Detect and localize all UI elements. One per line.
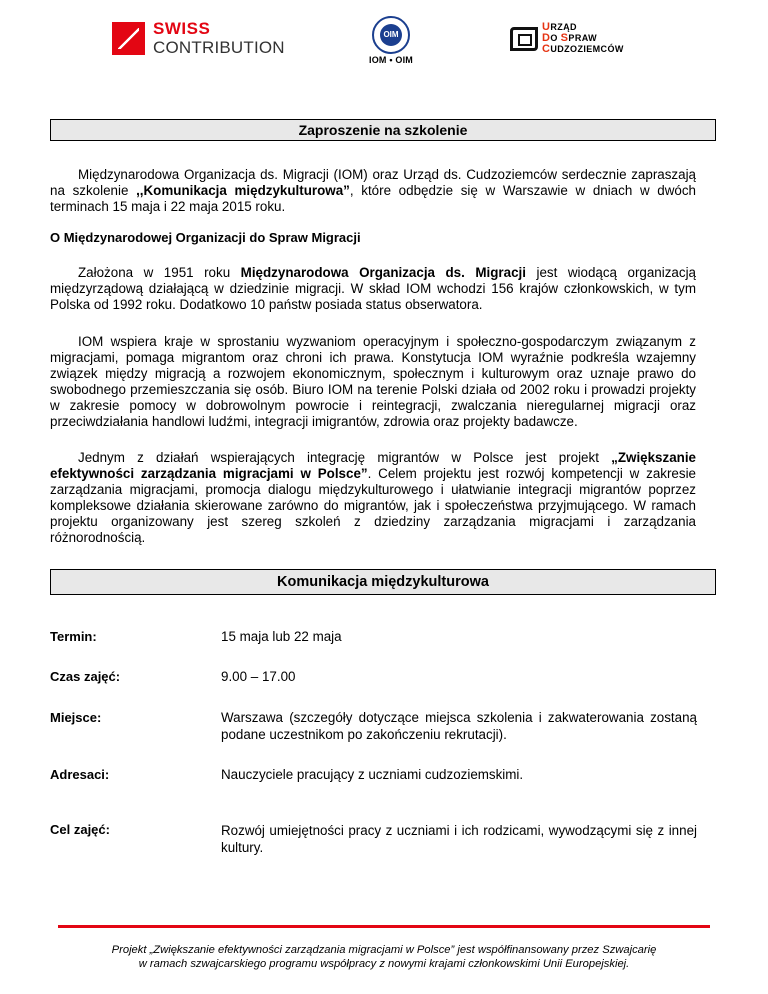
iom-logo-caption: IOM • OIM <box>369 55 413 65</box>
udsc-logo: URZĄD DO SPRAW CUDZOZIEMCÓW <box>510 22 624 55</box>
swiss-contribution-logo <box>112 18 285 58</box>
detail-value-place: Warszawa (szczegóły dotyczące miejsca szkolenia i zakwaterowania zostaną podane uczestnikom po zakończeniu rekrutacji). <box>221 710 697 742</box>
detail-value-hours: 9.00 – 17.00 <box>221 669 296 684</box>
swiss-logo-line1: SWISS <box>153 19 211 38</box>
detail-label-hours: Czas zajęć: <box>50 669 121 684</box>
swiss-cross-icon <box>112 22 145 55</box>
intro-paragraph: Międzynarodowa Organizacja ds. Migracji (IOM) oraz Urząd ds. Cudzoziemców serdecznie zapraszają na szkolenie ,,Komunikacja międzykulturowa”, które odbędzie się w Warszawie w dniach w dwóch terminach 15 maja i 22 maja 2015 roku. <box>50 167 696 214</box>
detail-label-place: Miejsce: <box>50 710 102 725</box>
footer-divider <box>58 925 710 928</box>
footer-line-2: w ramach szwajcarskiego programu współpracy z nowymi krajami członkowskimi Unii Europejskiej. <box>138 958 630 970</box>
iom-globe-icon <box>372 16 410 54</box>
swiss-logo-line2: CONTRIBUTION <box>153 38 285 57</box>
detail-value-term: 15 maja lub 22 maja <box>221 629 342 644</box>
iom-logo <box>366 16 416 65</box>
about-paragraph-3: Jednym z działań wspierających integrację migrantów w Polsce jest projekt „Zwiększanie efektywności zarządzania migracjami w Polsce”. Celem projektu jest rozwój kompetencji w zakresie zarządzania migracjami, promocja dialogu międzykulturowego i ułatwianie integracji migrantów poprzez kompleksowe działania skierowane zarówno do migrantów, jak i społeczeństwa przyjmującego. W ramach projektu organizowany jest szereg szkoleń z dziedziny zarządzania migracjami i zarządzania różnorodnością. <box>50 450 696 545</box>
training-heading: Komunikacja międzykulturowa <box>50 569 716 595</box>
iom-emblem-text: OIM <box>383 30 399 39</box>
invitation-heading: Zaproszenie na szkolenie <box>50 119 716 141</box>
detail-label-audience: Adresaci: <box>50 767 110 782</box>
udsc-emblem-icon <box>510 27 538 51</box>
detail-label-goal: Cel zajęć: <box>50 822 110 837</box>
footer-line-1: Projekt „Zwiększanie efektywności zarządzania migracjami w Polsce” jest współfinansowany przez Szwajcarię <box>111 944 657 956</box>
detail-value-goal: Rozwój umiejętności pracy z uczniami i ich rodzicami, wywodzącymi się z innej kultury. <box>221 823 697 855</box>
about-iom-heading: O Międzynarodowej Organizacji do Spraw Migracji <box>50 230 361 245</box>
detail-label-term: Termin: <box>50 629 97 644</box>
detail-value-audience: Nauczyciele pracujący z uczniami cudzoziemskimi. <box>221 767 524 782</box>
about-paragraph-1: Założona w 1951 roku Międzynarodowa Organizacja ds. Migracji jest wiodącą organizacją międzyrządową działającą w dziedzinie migracji. W skład IOM wchodzi 156 krajów członkowskich, w tym Polska od 1992 roku. Dodatkowo 10 państw posiada status obserwatora. <box>50 265 696 312</box>
footer-note <box>58 943 710 971</box>
about-paragraph-2: IOM wspiera kraje w sprostaniu wyzwaniom operacyjnym i społeczno-gospodarczym związanym z migracjami, pomaga migrantom oraz chroni ich prawa. Konstytucja IOM wyraźnie podkreśla wzajemny związek między migracją a rozwojem ekonomicznym, społecznym i kulturowym oraz uznaje prawo do swobodnego przemieszczania się osób. Biuro IOM na terenie Polski działa od 2002 roku i prowadzi projekty w zakresie pomocy w dobrowolnym powrocie i reintegracji, zwalczania nieregularnej migracji oraz przeciwdziałania handlowi ludźmi, integracji imigrantów, zdrowia oraz projekty badawcze. <box>50 334 696 429</box>
